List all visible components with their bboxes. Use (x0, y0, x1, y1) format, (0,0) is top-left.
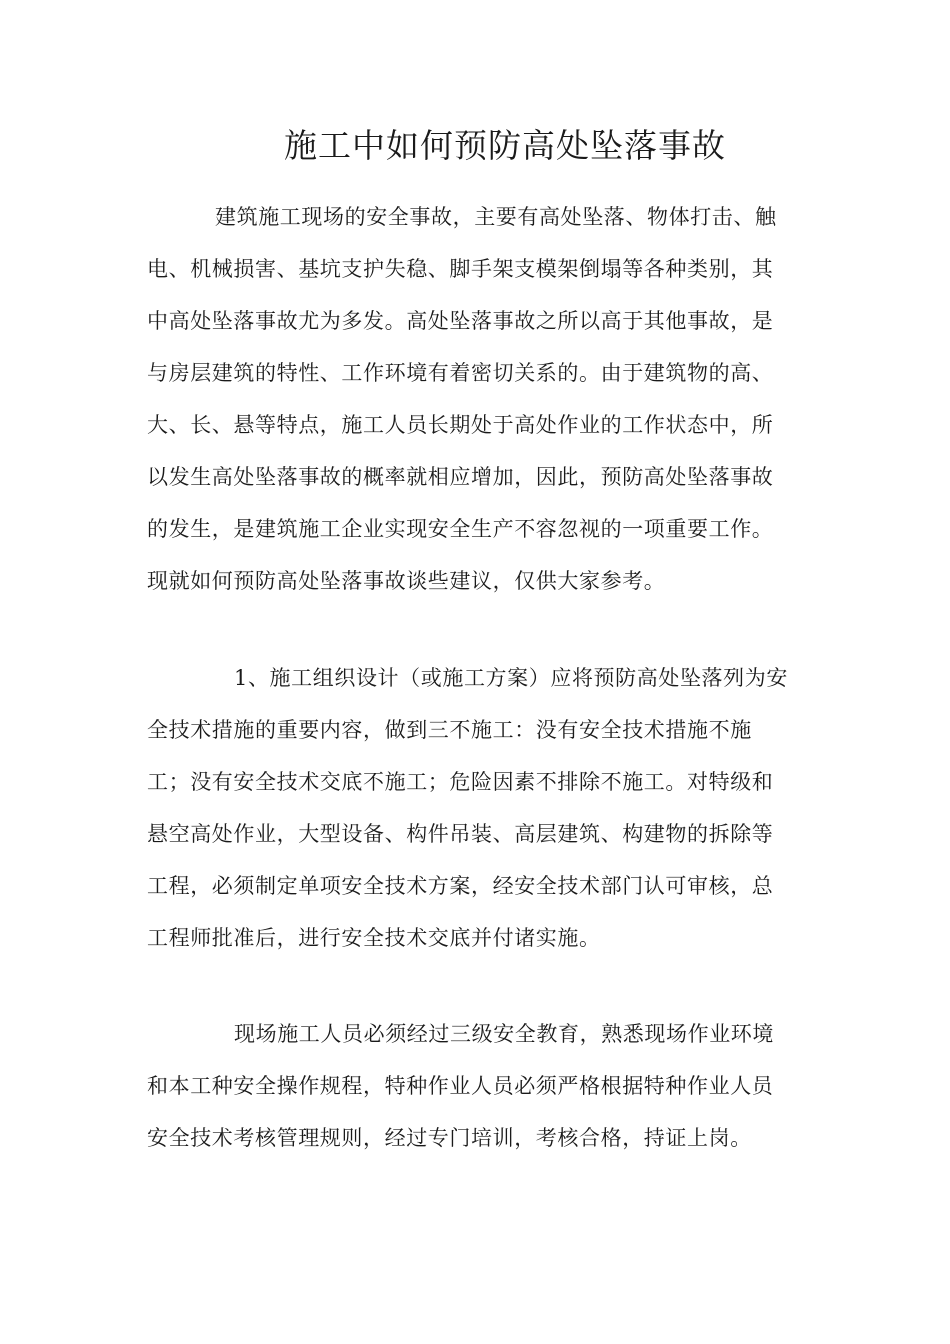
paragraph-2-line-2: 全技术措施的重要内容，做到三不施工：没有安全技术措施不施 (147, 718, 752, 742)
paragraph-1-line-3: 中高处坠落事故尤为多发。高处坠落事故之所以高于其他事故，是 (147, 309, 774, 333)
paragraph-1-line-1: 建筑施工现场的安全事故，主要有高处坠落、物体打击、触 (215, 205, 777, 229)
paragraph-1-line-8: 现就如何预防高处坠落事故谈些建议，仅供大家参考。 (147, 569, 666, 593)
paragraph-3-line-2: 和本工种安全操作规程，特种作业人员必须严格根据特种作业人员 (147, 1074, 774, 1098)
paragraph-1-line-7: 的发生，是建筑施工企业实现安全生产不容忽视的一项重要工作。 (147, 517, 774, 541)
paragraph-1-line-2: 电、机械损害、基坑支护失稳、脚手架支模架倒塌等各种类别，其 (147, 257, 774, 281)
paragraph-2-line-5: 工程，必须制定单项安全技术方案，经安全技术部门认可审核，总 (147, 874, 774, 898)
paragraph-2-line-4: 悬空高处作业，大型设备、构件吊装、高层建筑、构建物的拆除等 (147, 822, 774, 846)
document-title: 施工中如何预防高处坠落事故 (284, 126, 726, 165)
paragraph-2-line-1: 1、施工组织设计（或施工方案）应将预防高处坠落列为安 (234, 666, 788, 690)
paragraph-3-line-3: 安全技术考核管理规则，经过专门培训，考核合格，持证上岗。 (147, 1126, 752, 1150)
paragraph-1-line-4: 与房层建筑的特性、工作环境有着密切关系的。由于建筑物的高、 (147, 361, 774, 385)
paragraph-1-line-6: 以发生高处坠落事故的概率就相应增加，因此，预防高处坠落事故 (147, 465, 774, 489)
paragraph-3-line-1: 现场施工人员必须经过三级安全教育，熟悉现场作业环境 (234, 1022, 774, 1046)
paragraph-2-line-3: 工；没有安全技术交底不施工；危险因素不排除不施工。对特级和 (147, 770, 774, 794)
paragraph-2-line-6: 工程师批准后，进行安全技术交底并付诸实施。 (147, 926, 601, 950)
paragraph-1-line-5: 大、长、悬等特点，施工人员长期处于高处作业的工作状态中，所 (147, 413, 774, 437)
